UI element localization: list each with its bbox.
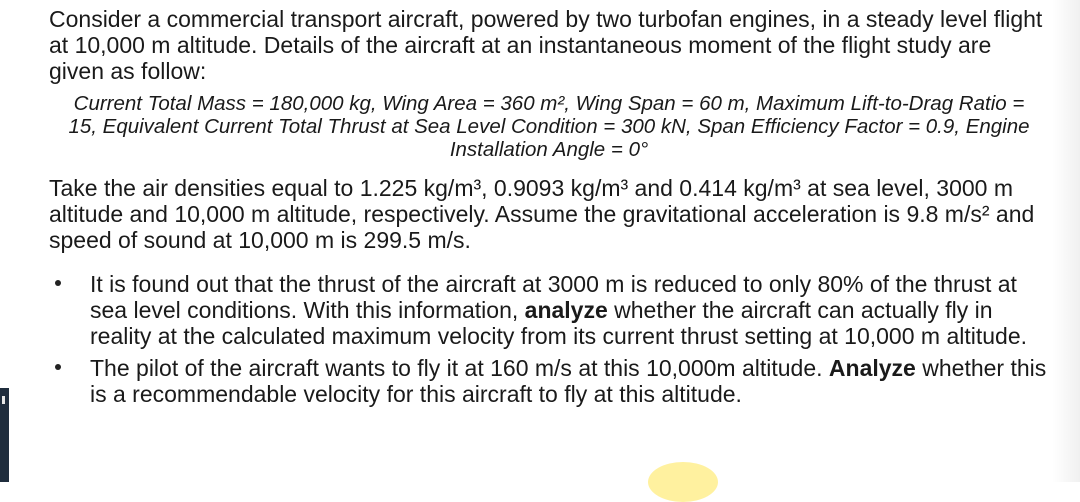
slide-content: [49, 6, 1049, 413]
bullet-bold-verb: analyze: [524, 297, 608, 323]
bullet-text-after: whether the aircraft can actually fly in reality at the calculated maximum velocity from its current thrust setting at 10,000 m altitude.: [90, 297, 1028, 349]
intro-paragraph: Consider a commercial transport aircraft, powered by two turbofan engines, in a steady level flight at 10,000 m altitude. Details of the aircraft at an instantaneous moment of the flight study are given as follow:: [49, 6, 1043, 84]
question-list: [49, 271, 1049, 407]
detail-span-efficiency: Span Efficiency Factor = 0.9,: [697, 115, 960, 138]
list-item: [49, 271, 1049, 349]
detail-installation-angle: Engine Installation Angle = 0°: [449, 115, 1030, 161]
detail-wing-area: Wing Area = 360 m²,: [382, 92, 570, 115]
detail-mass: Current Total Mass = 180,000 kg,: [73, 92, 377, 115]
right-shadow: [1052, 0, 1080, 482]
detail-wing-span: Wing Span = 60 m,: [575, 92, 751, 115]
bullet-icon: [55, 280, 61, 286]
cursor-highlight: [648, 462, 718, 502]
bullet-text-after: whether this is a recommendable velocity for this aircraft to fly at this altitude.: [90, 355, 1047, 407]
bullet-text-before: The pilot of the aircraft wants to fly it at 160 m/s at this 10,000m altitude.: [90, 355, 829, 381]
bullet-icon: [55, 364, 61, 370]
detail-thrust: Equivalent Current Total Thrust at Sea Level Condition = 300 kN,: [102, 115, 692, 138]
bullet-text-before: It is found out that the thrust of the aircraft at 3000 m is reduced to only 80% of the thrust at sea level conditions. With this information,: [90, 271, 1017, 323]
bullet-bold-verb: Analyze: [828, 355, 916, 381]
densities-paragraph: Take the air densities equal to 1.225 kg/m³, 0.9093 kg/m³ and 0.414 kg/m³ at sea level, 3000 m altitude and 10,000 m altitude, respectively. Assume the gravitational acceleration is 9.8 m/s² and speed of sound at 10,000 m is 299.5 m/s.: [49, 175, 1035, 253]
aircraft-details: [49, 92, 1049, 161]
detail-lift-drag: Maximum Lift-to-Drag Ratio = 15,: [68, 92, 1025, 138]
window-edge-mark: [2, 396, 5, 404]
list-item: [49, 355, 1049, 407]
